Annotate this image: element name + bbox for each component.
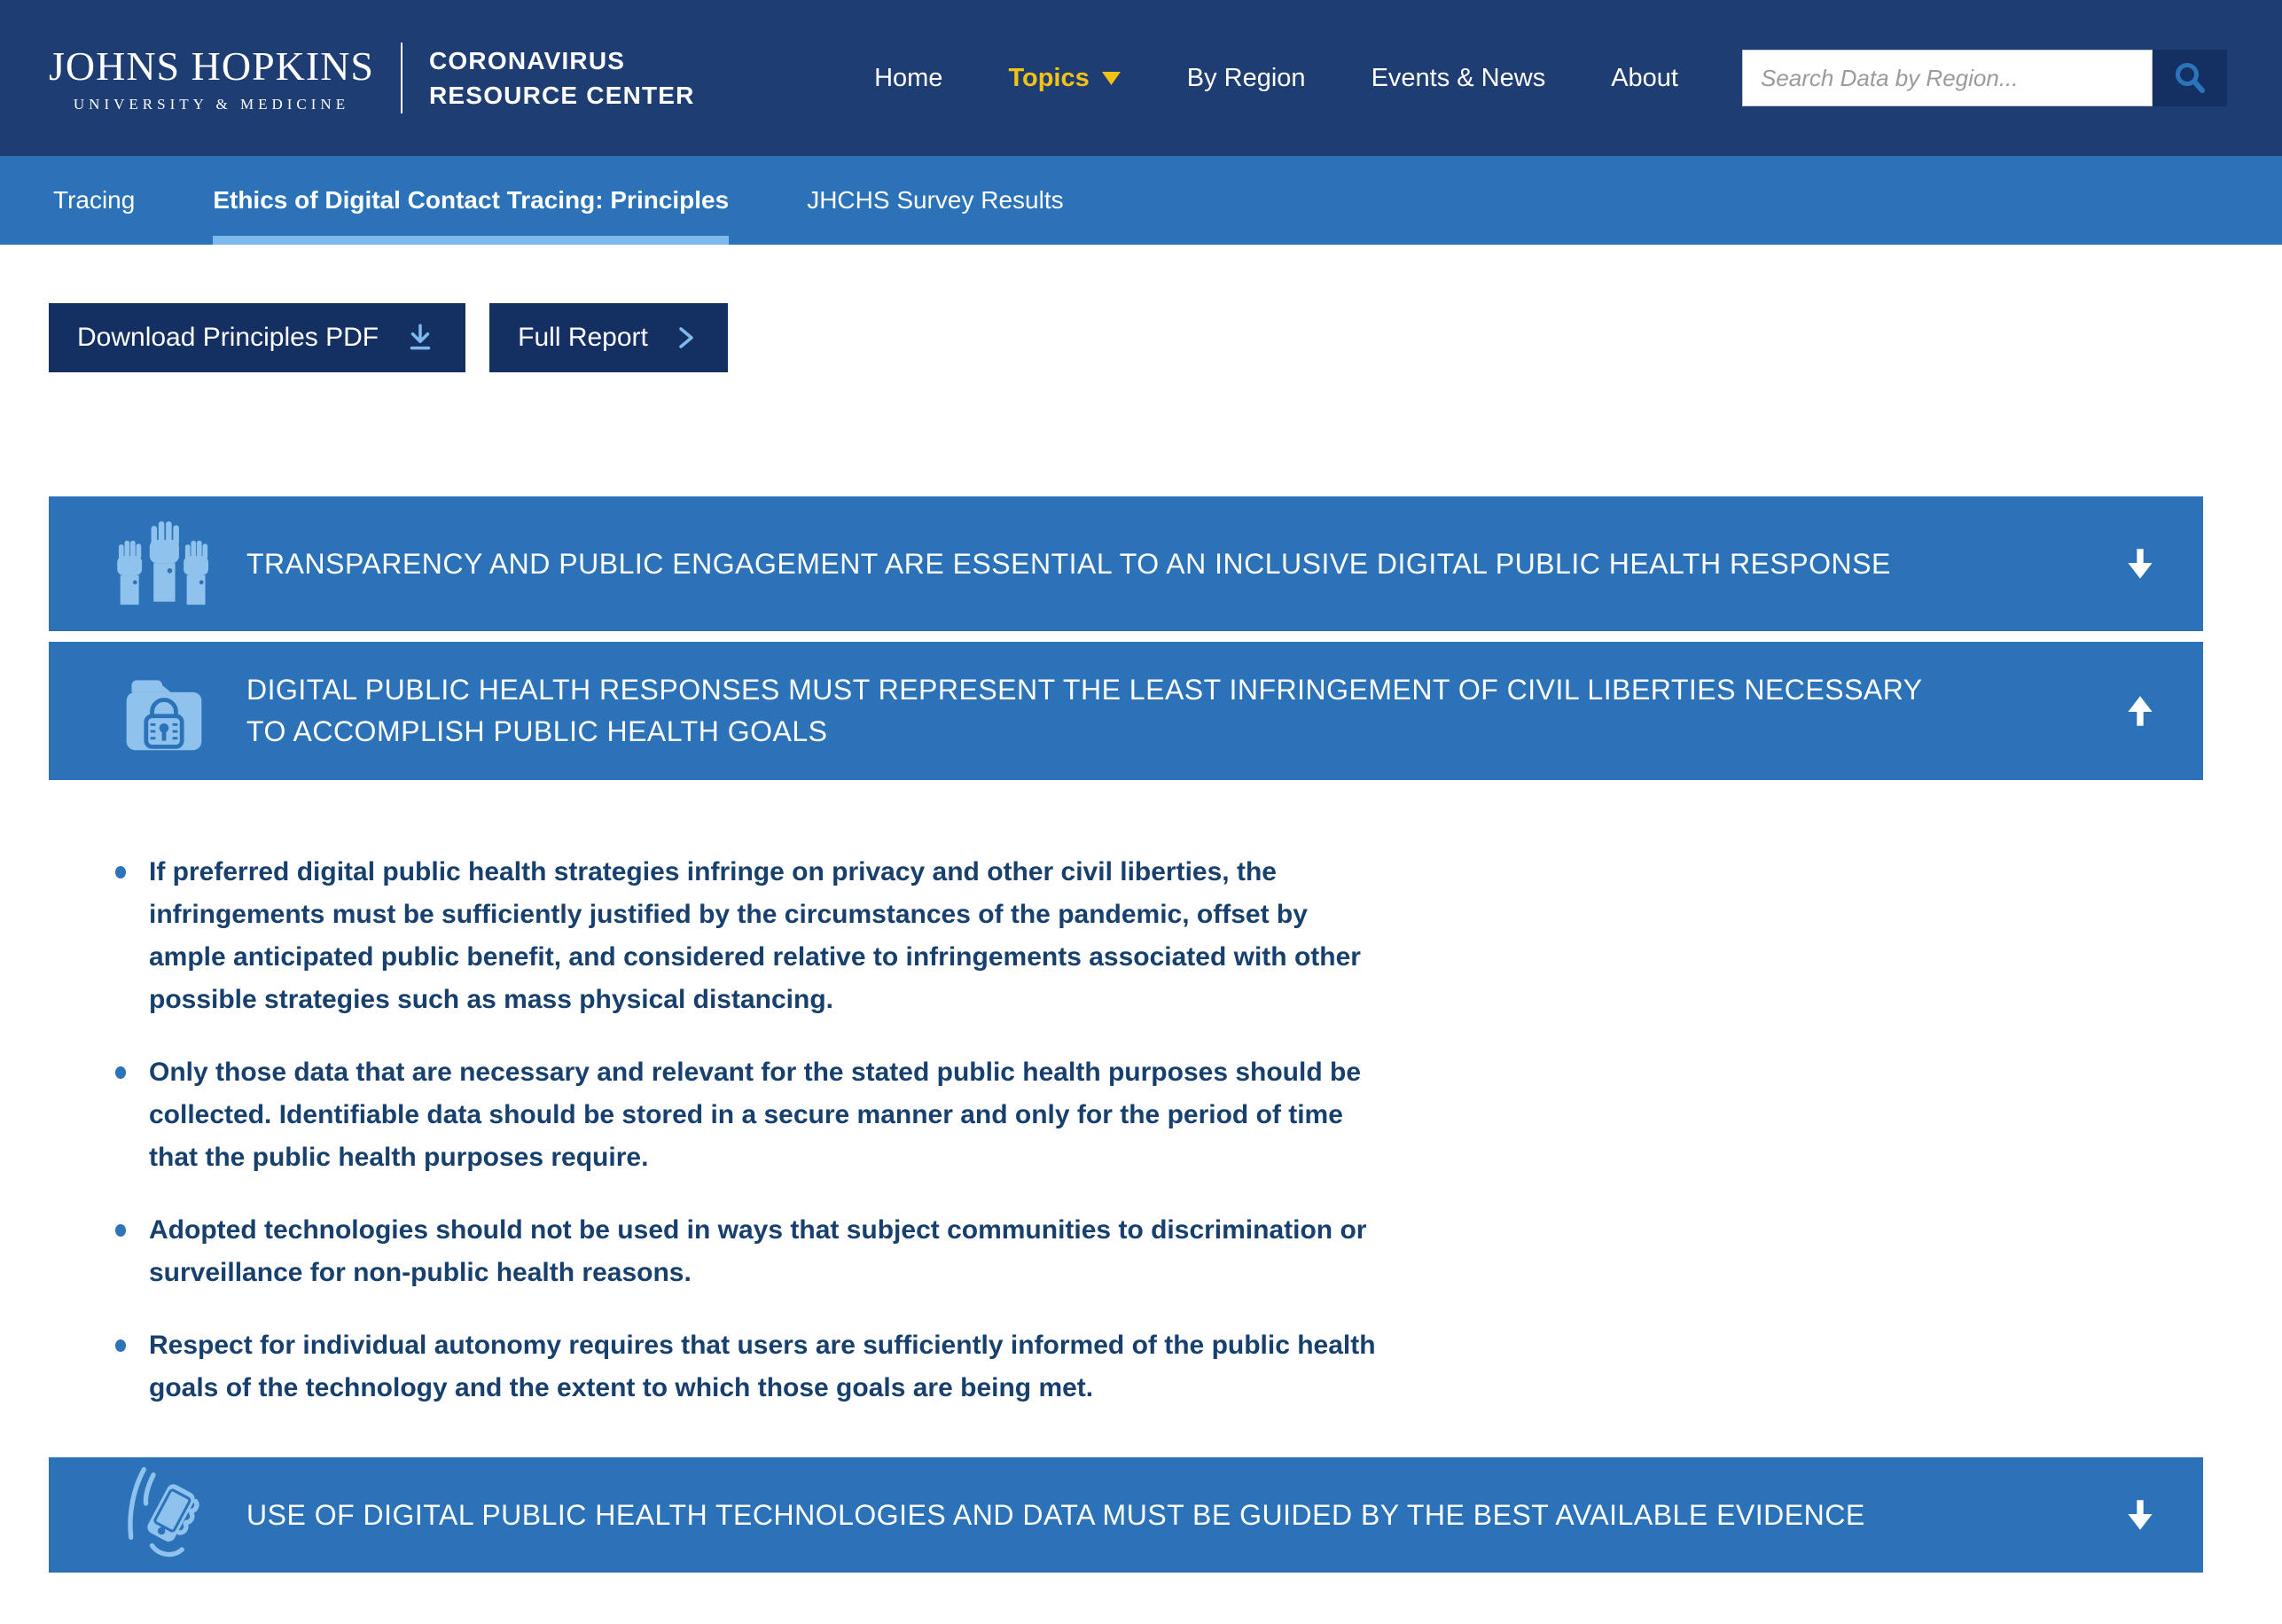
download-icon [403,321,437,355]
full-report-label: Full Report [518,323,648,352]
search-input[interactable] [1742,50,2153,106]
search-icon [2171,59,2208,97]
nav-item-events-news[interactable]: Events & News [1371,63,1546,92]
brand-line1: CORONAVIRUS [429,47,626,74]
raised-hands-icon [113,519,215,608]
least-infringement-panel [49,780,2203,1457]
accordion-least-infringement-title: DIGITAL PUBLIC HEALTH RESPONSES MUST REPRESENT THE LEAST INFRINGEMENT OF CIVIL LIBERTIES NECESSARY TO ACCOMPLISH PUBLIC HEALTH GOALS [246,674,1923,747]
tab-jhchs-survey-results[interactable] [807,156,1063,245]
top-header [0,0,2282,156]
nav-item-about[interactable]: About [1611,63,1678,92]
accordion-least-infringement[interactable] [49,642,2203,780]
nav-item-topics[interactable] [1008,64,1121,93]
jhu-logo-name: JOHNS HOPKINS [49,43,375,89]
triangle-down-icon [1101,70,1121,87]
hand-holding-phone-icon [113,1458,215,1572]
download-principles-pdf-button[interactable] [49,303,465,372]
tab-jhchs-survey-results-label: JHCHS Survey Results [807,186,1064,214]
chevron-right-icon [673,322,699,354]
principles-bullet-list [115,851,2203,1409]
action-buttons-row [49,303,2282,372]
nav-item-by-region[interactable]: By Region [1186,63,1306,92]
chevron-down-icon [2095,1496,2159,1534]
search-bar [1742,50,2227,106]
chevron-down-icon [2095,545,2159,582]
list-item: Adopted technologies should not be used in ways that subject communities to discrimination or surveillance for non-public health reasons. [115,1209,1383,1294]
download-principles-pdf-label: Download Principles PDF [77,323,379,352]
tab-ethics-principles-label: Ethics of Digital Contact Tracing: Principles [213,186,730,214]
jhu-logo-wordmark [49,43,374,113]
principles-accordion-list [49,496,2203,1573]
brand-line2: RESOURCE CENTER [429,82,695,109]
nav-item-home[interactable]: Home [874,63,943,92]
accordion-transparency-title: TRANSPARENCY AND PUBLIC ENGAGEMENT ARE ESSENTIAL TO AN INCLUSIVE DIGITAL PUBLIC HEALTH RESPONSE [246,547,1891,580]
jhu-logo[interactable] [49,43,695,113]
accordion-best-evidence[interactable] [49,1457,2203,1573]
chevron-up-icon [2095,692,2159,730]
list-item: Only those data that are necessary and relevant for the stated public health purposes should be collected. Identifiable data should be stored in a secure manner and only for the period of time that the public health purposes require. [115,1051,1383,1179]
list-item: If preferred digital public health strategies infringe on privacy and other civil liberties, the infringements must be sufficiently justified by the circumstances of the pandemic, offset by ample anticipated public benefit, and considered relative to infringements associated with other possible strategies such as mass physical distancing. [115,851,1383,1021]
full-report-button[interactable] [489,303,728,372]
list-item: Respect for individual autonomy requires that users are sufficiently informed of the public health goals of the technology and the extent to which those goals are being met. [115,1324,1383,1409]
accordion-best-evidence-title: USE OF DIGITAL PUBLIC HEALTH TECHNOLOGIES AND DATA MUST BE GUIDED BY THE BEST AVAILABLE EVIDENCE [246,1498,1865,1531]
search-button[interactable] [2153,50,2227,106]
tab-tracing[interactable] [53,156,135,245]
topic-tab-bar [0,156,2282,245]
logo-divider [401,43,402,113]
site-brand [429,43,695,113]
main-nav [874,64,1678,93]
accordion-transparency[interactable] [49,496,2203,631]
nav-item-topics-label: Topics [1008,63,1090,92]
jhu-logo-subtitle: UNIVERSITY & MEDICINE [73,96,350,113]
tab-ethics-principles[interactable] [213,156,729,245]
locked-folder-icon [113,665,215,757]
tab-tracing-label: Tracing [53,186,136,214]
